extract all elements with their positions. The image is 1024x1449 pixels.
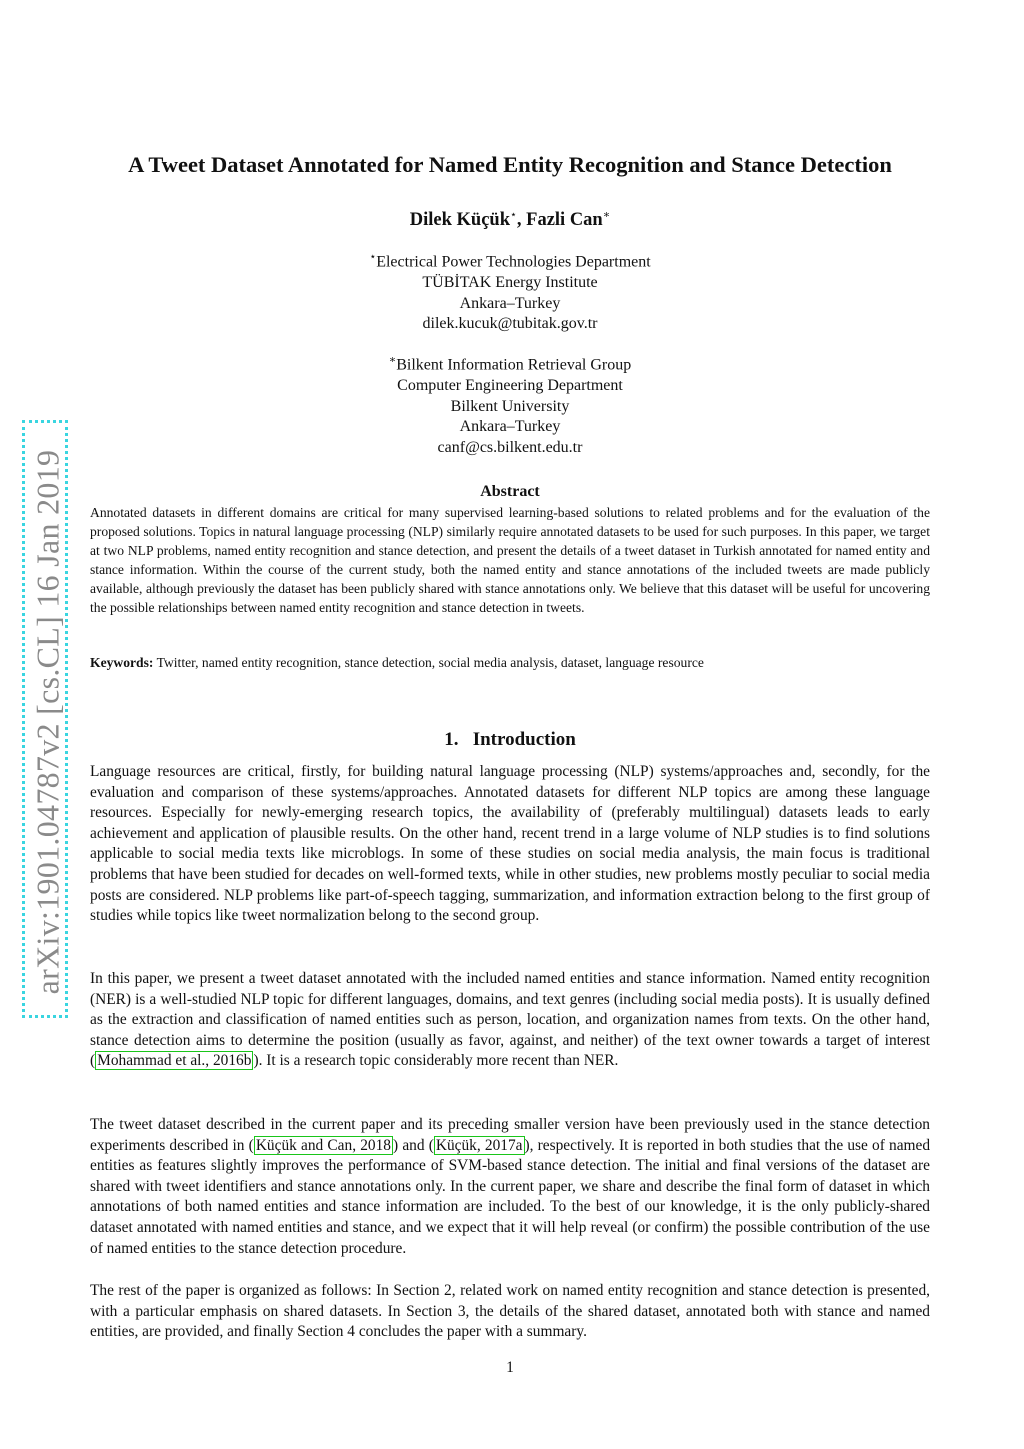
arxiv-identifier-box[interactable] bbox=[22, 420, 68, 1018]
page-number: 1 bbox=[506, 1359, 514, 1376]
section-number: 1. bbox=[444, 729, 459, 750]
affiliation-1-line-3: Ankara–Turkey bbox=[459, 294, 561, 312]
affiliation-2-line-2: Computer Engineering Department bbox=[397, 376, 623, 394]
affiliation-2-line-3: Bilkent University bbox=[450, 397, 570, 415]
keywords bbox=[90, 653, 930, 673]
affiliation-1-mark: ⋆ bbox=[369, 251, 377, 263]
citation-kucuk-2017a[interactable]: Küçük, 2017a bbox=[435, 1136, 523, 1154]
arxiv-identifier[interactable]: arXiv:1901.04787v2 [cs.CL] 16 Jan 2019 bbox=[29, 449, 66, 995]
abstract-heading: Abstract bbox=[480, 483, 540, 500]
keywords-label: Keywords: bbox=[90, 655, 154, 670]
affiliation-1 bbox=[90, 247, 930, 335]
affiliation-1-line-2: TÜBİTAK Energy Institute bbox=[422, 273, 598, 291]
section-title: Introduction bbox=[472, 729, 576, 750]
affiliation-2-line-1: ∗Bilkent Information Retrieval Group bbox=[388, 354, 632, 374]
intro-paragraph-4: The rest of the paper is organized as follows: In Section 2, related work on named entity recognition and stance detection is presented, with a particular emphasis on shared datasets. In Section 3, the details of the shared dataset, annotated both with stance and named entities, are provided, and finally Section 4 concludes the paper with a summary. bbox=[90, 1282, 930, 1341]
author-1: Dilek Küçük bbox=[409, 210, 511, 231]
intro-paragraph-3: The tweet dataset described in the current paper and its preceding smaller version have been previously used in the stance detection experiments described in ( Küçük and Can, 2018 ) and ( Küçük, 2017a ), respectively. It is reported in both studies that the use of named entities as features slightly improves the performance of SVM-based stance detection. The initial and final versions of the dataset are shared with tweet identifiers and stance annotations only. In the current paper, we share and describe the final form of dataset in which annotations of both named entities and stance information are included. To the best of our knowledge, it is the only publicly-shared dataset annotated with named entities and stance, and we expect that it will help reveal (or confirm) the possible contribution of the use of named entities to the stance detection procedure. bbox=[90, 1116, 931, 1257]
section-heading-introduction bbox=[90, 727, 930, 753]
intro-paragraph-2: In this paper, we present a tweet dataset annotated with the included named entities and stance information. Named entity recognition (NER) is a well-studied NLP topic for different languages, domains, and text genres (including social media posts). It is usually defined as the extraction and classification of named entities such as person, location, and organization names from texts. On the other hand, stance detection aims to determine the position (usually as favor, against, and neither) of the text owner towards a target of interest ( Mohammad et al., 2016b ). It is a research topic considerably more recent than NER. bbox=[90, 970, 930, 1070]
affiliation-2 bbox=[90, 350, 930, 458]
paper-title: A Tweet Dataset Annotated for Named Entity Recognition and Stance Detection bbox=[128, 152, 892, 177]
keywords-text: Twitter, named entity recognition, stance detection, social media analysis, dataset, language resource bbox=[153, 655, 704, 670]
affiliation-1-line-1: ⋆Electrical Power Technologies Department bbox=[369, 251, 651, 271]
affiliation-1-email[interactable]: dilek.kucuk@tubitak.gov.tr bbox=[422, 315, 598, 333]
author-2: Fazli Can bbox=[526, 210, 603, 231]
citation-kucuk-can-2018[interactable]: Küçük and Can, 2018 bbox=[255, 1136, 392, 1154]
author-2-mark: ∗ bbox=[602, 209, 611, 221]
abstract-text: Annotated datasets in different domains are critical for many supervised learning-based solutions to related problems and for the evaluation of the proposed solutions. Topics in natural language processing (NLP) similarly require annotated datasets to be used for such purposes. In this paper, we target at two NLP problems, named entity recognition and stance detection, and present the details of a tweet dataset in Turkish annotated for named entity and stance information. Within the course of the current study, both the named entity and stance annotations of the included tweets are made publicly available, although previously the dataset has been publicly shared with stance annotations only. We believe that this dataset will be useful for uncovering the possible relationships between named entity recognition and stance detection in tweets. bbox=[90, 505, 930, 616]
author-separator: , bbox=[516, 210, 527, 231]
intro-paragraph-1: Language resources are critical, firstly, for building natural language processing (NLP) systems/approaches and, secondly, for the evaluation and comparison of these systems/approaches. Annotated datasets for different NLP topics are among these language resources. Especially for newly-emerging research topics, the availability of (preferably multilingual) datasets leads to early achievement and application of plausible results. On the other hand, recent trend in a large volume of NLP studies is to find solutions applicable to social media texts like microblogs. In some of these studies on social media analysis, the main focus is traditional problems that have been studied for decades on well-formed texts, while in other studies, new problems mostly peculiar to social media posts are considered. NLP problems like part-of-speech tagging, summarization, and information extraction belong to the first group of studies while topics like tweet normalization belong to the second group. bbox=[90, 763, 930, 925]
citation-mohammad-2016b[interactable]: Mohammad et al., 2016b bbox=[97, 1052, 252, 1070]
affiliation-2-mark: ∗ bbox=[388, 354, 397, 366]
affiliation-2-email[interactable]: canf@cs.bilkent.edu.tr bbox=[437, 438, 583, 456]
affiliation-2-line-4: Ankara–Turkey bbox=[459, 418, 561, 436]
author-line bbox=[90, 200, 930, 235]
author-1-mark: ⋆ bbox=[510, 209, 517, 221]
